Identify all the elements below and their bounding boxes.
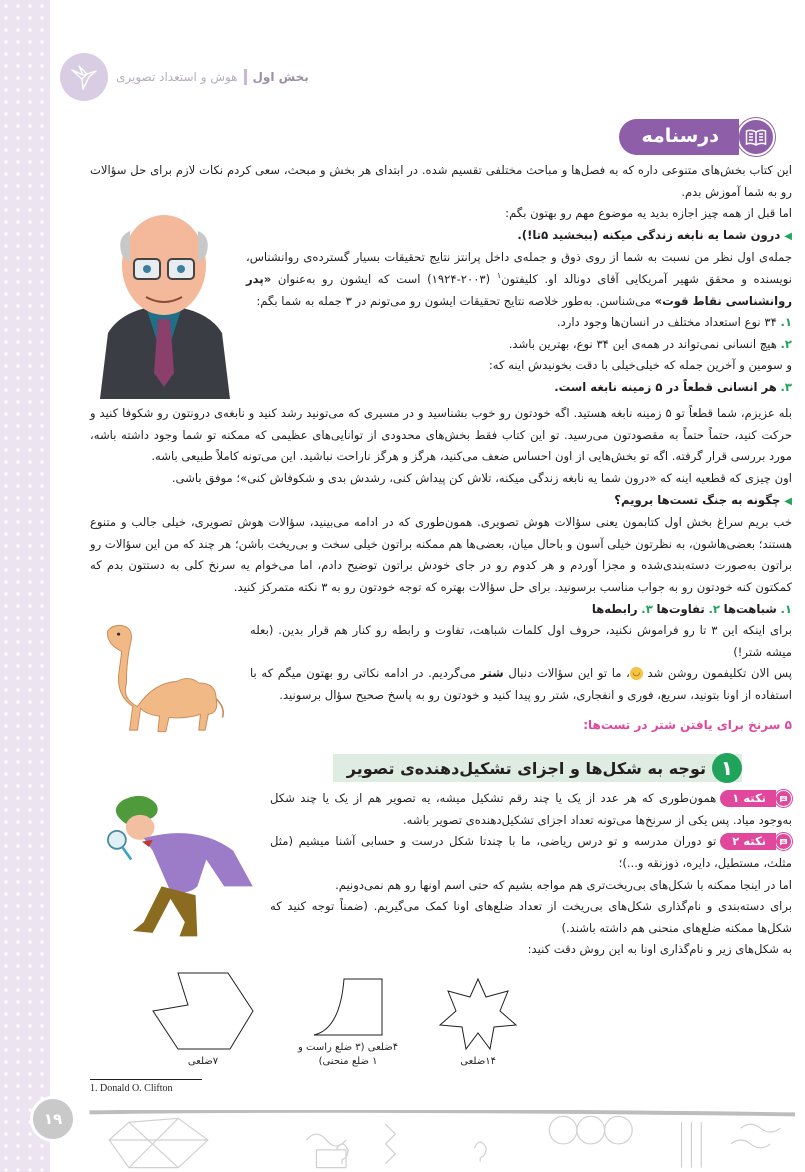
tests-heading-text: چگونه به جنگ تست‌ها برویم؟ (614, 492, 781, 507)
running-header (116, 69, 309, 85)
speech-bubble-icon (775, 790, 792, 807)
open-book-icon (745, 128, 767, 146)
decorative-side-strip (0, 0, 50, 1172)
heptagon-item (148, 971, 258, 1069)
bullet-arrow-icon: ◀ (784, 495, 792, 507)
section-title-bar (90, 754, 742, 782)
tips-block (90, 788, 792, 961)
tip-text: تو دوران مدرسه و تو درس ریاضی، ما با چندتا شکل درست و حسابی آشنا میشیم (مثل مثلث، مستطیل، دایره، ذوزنقه و...)؛ (270, 834, 792, 870)
section-title-text: توجه به شکل‌ها و اجزای تشکیل‌دهنده‌ی تصویر (346, 758, 706, 778)
caption-line-1: ۴ضلعی (۳ ضلع راست و (298, 1041, 399, 1053)
genius-paragraphs (90, 403, 792, 620)
bullet-arrow-icon: ◀ (784, 230, 792, 242)
curved-quad-item (298, 977, 398, 1069)
clifton-text-a: جمله‌ی اول نظر من نسبت به شما از روی ذوق و جمله‌ی داخل پرانتز نتایج تحقیقات بسیار گسترده‌ی روانشناس، نویسنده و محقق شهیر آمریکایی آقای دونالد او. کلیفتون (246, 250, 792, 286)
face-shape (126, 815, 155, 840)
shapes-row (148, 971, 792, 1069)
clifton-text-b: (۲۰۰۳-۱۹۲۴) است که ایشون رو به‌عنوان (271, 271, 497, 286)
clues-heading: ۵ سرنخ برای یافتن شتر در تست‌ها: (583, 717, 792, 732)
point-text: رابطه‌ها (591, 601, 638, 616)
list-text: هیچ انسانی نمی‌تواند در همه‌ی این ۳۴ نوع، بهترین باشد. (508, 336, 777, 351)
point-num: ۱. (780, 601, 792, 616)
speech-bubble-icon (775, 833, 792, 850)
tip-2-badge (720, 833, 792, 850)
detective-illustration (90, 788, 260, 940)
tip-label: نکته ۲ (720, 833, 776, 850)
magnifier-icon (108, 831, 126, 849)
point-num: ۲. (708, 601, 720, 616)
header-part-label: بخش اول (252, 70, 309, 84)
camel-paragraphs (90, 620, 792, 742)
tip-1-badge (720, 790, 792, 807)
footer (43, 1096, 795, 1172)
coat-shape (144, 833, 253, 893)
section-1-title (333, 754, 742, 782)
point-text: شباهت‌ها (723, 601, 777, 616)
shapes-paragraph-2: برای دسته‌بندی و نام‌گذاری شکل‌های بی‌ریخت از تعداد ضلع‌های اونا کمک می‌گیریم. (ضمناً توجه کنید که شکل‌ها ممکنه ضلع‌های منحنی هم داشته باشند.) (270, 899, 792, 935)
tests-heading (90, 490, 792, 513)
star-caption: ۱۴ضلعی (460, 1055, 496, 1067)
star-shape (438, 977, 518, 1051)
lesson-badge (619, 118, 775, 156)
curved-quad-shape (312, 977, 384, 1037)
tests-text-a: پس الان تکلیفمون روشن شد (642, 666, 793, 681)
star-item (438, 977, 518, 1069)
shotor-bold: شتر (480, 666, 504, 681)
smiley-icon: ◡ (630, 667, 643, 680)
footer-decoration (50, 1110, 795, 1172)
point-num: ۳. (641, 601, 653, 616)
tip-text: همون‌طوری که هر عدد از یک یا چند رقم تشکیل میشه، یه تصویر هم از یک یا چند شکل به‌وجود میاد. پس یکی از سرنخ‌ها می‌تونه تعداد اجزای تشکیل‌دهنده‌ی تصویر باشه. (270, 791, 792, 827)
intro-column (90, 203, 792, 403)
tests-paragraph-2: برای اینکه این ۳ تا رو فراموش نکنید، حروف اول کلمات شباهت، تفاوت و رابطه رو کنار هم قرار بدین. (بعله میشه شتر!) (250, 623, 792, 659)
list-text: هر انسانی قطعاً در ۵ زمینه نابغه است. (554, 379, 777, 394)
shapes-paragraph-3: به شکل‌های زیر و نام‌گذاری اونا به این روش دقت کنید: (527, 942, 792, 957)
list-num: ۱. (780, 315, 792, 330)
point-text: تفاوت‌ها (656, 601, 705, 616)
footnote-divider (90, 1079, 202, 1080)
footnote-ref: ۱ (496, 271, 502, 281)
list-num: ۳. (780, 379, 792, 394)
tests-text-c: می‌گردیم. در ادامه نکاتی رو بهتون میگم که با استفاده از اونا بتونید، سریع، فوری و انفجاری، شتر رو پیدا کنید و خودتون رو به پاسخ صحیح سؤال برسونید. (250, 666, 792, 702)
tests-paragraph-1: خب بریم سراغ بخش اول کتابمون یعنی سؤالات هوش تصویری. همون‌طوری که در ادامه می‌بینید، سؤالات هوش تصویری، خیلی جالب و متنوع هستند؛ بعضی‌هاشون، به نظرتون خیلی آسون و باحال میان، بعضی‌ها هم ممکنه براتون خیلی سخت و بی‌ریخت باشن؛ هر چند که من این سؤالات رو براتون به‌صورت دسته‌بندی‌شده و مجزا آوردم و هر کدوم رو در جای خودش براتون توضیح دادم، اما می‌خوام یه سرنخ کلی به دستتون بدم که کمکتون کنه خودتون رو به جواب مناسب برسونید. برای حل سؤالات بهتره که توجه خودتون رو به ۳ نکته متمرکز کنید. (90, 515, 792, 594)
lesson-label: درسنامه (619, 119, 739, 155)
section-number-badge: ۱ (712, 753, 742, 783)
page-number: ۱۹ (30, 1096, 76, 1142)
lesson-row (60, 118, 775, 156)
list-text: ۳۴ نوع استعداد مختلف در انسان‌ها وجود دارد. (556, 315, 777, 330)
header-chapter-title: هوش و استعداد تصویری (116, 70, 238, 84)
shapes-paragraph-1: اما در اینجا ممکنه با شکل‌های بی‌ریخت‌تری هم مواجه بشیم که حتی اسم اونها رو هم نمی‌دونیم. (335, 877, 792, 892)
curved-quad-caption (298, 1041, 398, 1069)
intro-paragraph-2: اما قبل از همه چیز اجازه بدید یه موضوع مهم رو بهتون بگم: (505, 206, 792, 221)
list-num: ۲. (780, 336, 792, 351)
origami-bird-icon (69, 62, 99, 92)
professor-illustration (90, 203, 236, 399)
chapter-badge (60, 53, 108, 101)
tests-text-b: ، ما تو این سؤالات دنبال (503, 666, 630, 681)
genius-paragraph-1: بله عزیزم، شما قطعاً تو ۵ زمینه نابغه هستید. اگه خودتون رو خوب بشناسید و در مسیری که می‌تونید رشد کنید و نابغه‌ی درونتون رو شکوفا کنید و حرکت کنید، حتماً حتماً به مقصودتون می‌رسید. تو این کتاب فقط بخش‌های محدودی از توانایی‌های عظیمی که ممکنه تو شما وجود داشته باشه، مورد بررسی قرار گرفته. اگه تو بخش‌هایی از اون احساس ضعف می‌کنید، هرگز و هرگز ناراحت نباشید. این می‌تونه کاملاً طبیعی باشه. (90, 406, 792, 464)
intro-paragraph-4: و سومین و آخرین جمله که خیلی‌خیلی با دقت بخونیدش اینه که: (488, 358, 792, 373)
camel-body (107, 626, 216, 732)
clifton-bold: «پدر روانشناسی نقاط قوت» (246, 271, 792, 308)
heptagon-shape (148, 971, 258, 1051)
genius-paragraph-2: اون چیزی که قطعیه اینه که «درون شما یه نابغه زندگی میکنه، تلاش کن پیداش کنی، رشدش بدی و شکوفاش کنی»؛ موفق باشی. (171, 470, 792, 485)
heptagon-caption: ۷ضلعی (187, 1055, 219, 1067)
trousers-shape (133, 886, 197, 936)
header-divider (244, 69, 247, 85)
main-content (90, 160, 792, 1094)
tests-points (90, 599, 792, 621)
clifton-text-c: می‌شناسن. به‌طور خلاصه نتایج تحقیقات ایشون رو می‌تونم در ۳ جمله به شما بگم: (256, 293, 655, 308)
caption-line-2: ۱ ضلع منحنی) (318, 1055, 378, 1067)
genius-heading-text: درون شما یه نابغه زندگی میکنه (ببخشید ۵تا!). (517, 227, 781, 242)
intro-text: این کتاب بخش‌های متنوعی داره که به فصل‌ها و مباحث مختلفی تقسیم شده. در ابتدای هر بخش و مبحث، سعی کردم نکات لازم برای حل سؤالات رو به شما آموزش بدم. (90, 163, 792, 199)
footnote: 1. Donald O. Clifton (90, 1082, 173, 1094)
running-header-row (60, 52, 795, 102)
page (43, 0, 795, 1172)
tip-label: نکته ۱ (720, 790, 776, 807)
intro-paragraph-1 (90, 160, 792, 203)
book-badge (737, 118, 775, 156)
camel-illustration (90, 620, 240, 738)
